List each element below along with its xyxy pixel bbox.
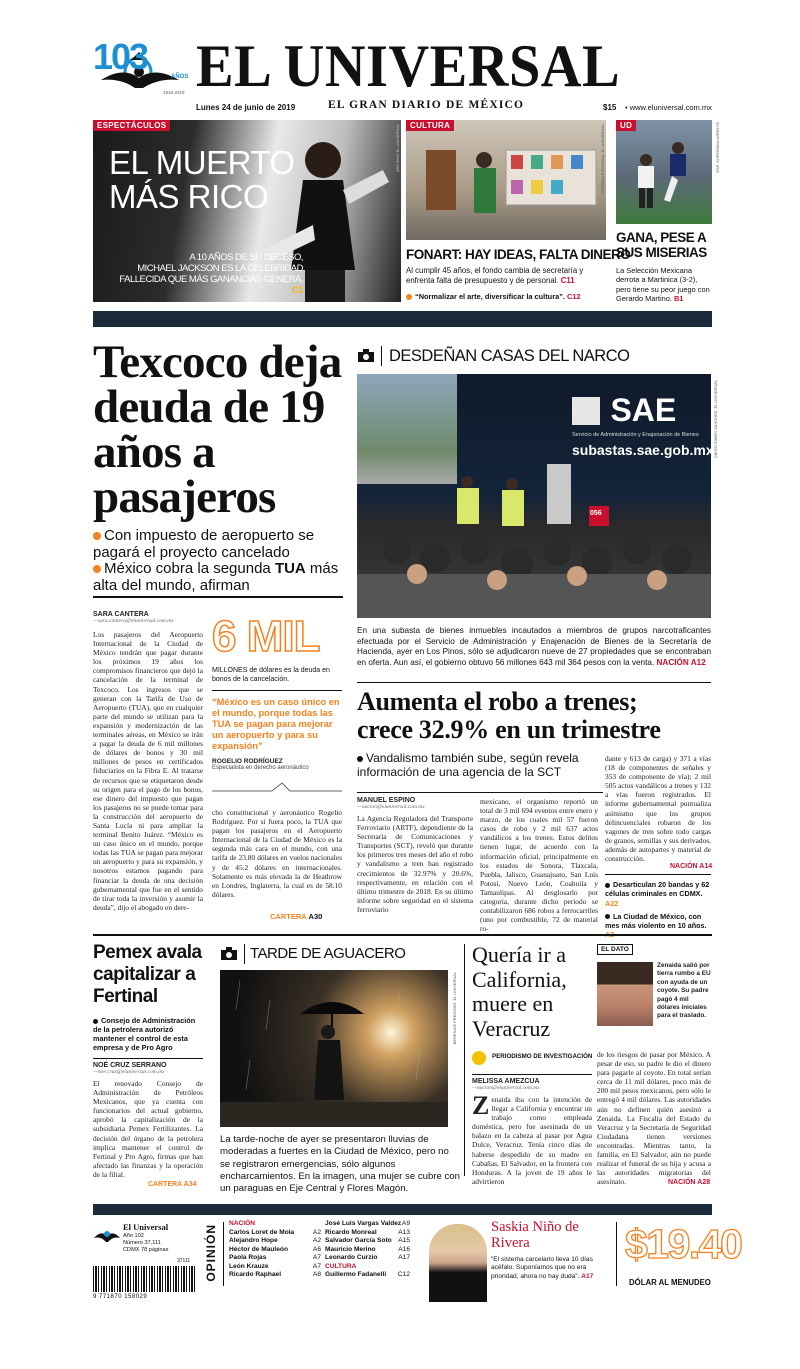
opinion-divider	[223, 1222, 224, 1286]
columnist-page: A2	[312, 1228, 321, 1236]
trenes-body-3: dante y 613 de carga) y 371 a vías (18 de componentes de señales y 353 de componente de vía); 2 mil 505 actos vandálicos a trenes y 132 a vías fueron registrados. El informe gubernamental puntualiza asimismo que los grupos delincuenciales robaron de los vagones de tren sobre todo cargas de granos, semillas y sus derivados, además de autopartes y material de construcción.	[605, 754, 711, 864]
columnist-name: Carlos Loret de Mola	[229, 1228, 295, 1236]
aguacero-title[interactable]: TARDE DE AGUACERO	[250, 945, 406, 962]
zenaida-photo	[597, 962, 653, 1026]
trenes-col-1	[357, 797, 473, 917]
cultura-text: Al cumplir 45 años, el fondo cambia de secretaría y enfrenta falta de presupuesto y de personal. C11	[406, 266, 584, 285]
investigation-label: PERIODISMO DE INVESTIGACIÓN	[492, 1053, 593, 1060]
columnists-a	[229, 1220, 321, 1280]
soccer-photo	[616, 120, 712, 224]
california-byline: MELISSA AMEZCUA	[472, 1078, 540, 1085]
columnist-row[interactable]	[325, 1220, 410, 1229]
columnist-name: Ricardo Raphael	[229, 1271, 282, 1278]
lead-ref[interactable]: CARTERA A30	[270, 912, 323, 921]
photo-credit: GERMÁN ESPINOSA. EL UNIVERSAL	[600, 124, 605, 194]
camera-icon	[357, 349, 375, 363]
spectaculos-headline-1[interactable]: EL MUERTO	[109, 144, 295, 181]
barcode	[93, 1266, 197, 1292]
masthead	[0, 0, 800, 118]
narco-header	[357, 346, 711, 366]
footer-top-bar	[93, 1204, 712, 1215]
pemex-email[interactable]: —noe.cruz@eluniversal.com.mx	[93, 1069, 165, 1075]
columnist-row[interactable]	[325, 1246, 410, 1255]
pemex-ref[interactable]: CARTERA A34	[148, 1181, 197, 1188]
columnist-row[interactable]	[229, 1271, 321, 1280]
columnist-row[interactable]	[325, 1237, 410, 1246]
footer-logo-text[interactable]: El Universal	[123, 1222, 169, 1232]
pemex-headline[interactable]: Pemex avala capitalizar a Fertinal	[93, 942, 202, 1007]
lead-rule	[93, 596, 343, 598]
mid-rule	[93, 934, 712, 936]
trenes-col-3	[605, 754, 711, 864]
columnist-row[interactable]	[229, 1263, 321, 1272]
california-rule	[472, 1074, 592, 1075]
price: $15	[603, 103, 617, 112]
barcode-addon: 37111	[177, 1258, 191, 1264]
footer	[93, 1218, 742, 1308]
photo-credit: BERENICE FREGOSO. EL UNIVERSAL	[452, 972, 457, 1045]
trenes-body-1: La Agencia Reguladora del Transporte Ferroviario (ARTF), dependiente de la Secretaría de Comunicaciones y Transportes (SCT), reveló que durante los primeros tres meses del año el robo y vandalismo a tren han registrado crecimientos de 32.97% y 20.6%, respectivamente, en relación con el último trimestre de 2018. En su último informe sobre seguridad en el sistema ferroviario	[357, 814, 473, 914]
ud-text: La Selección Mexicana derrota a Martinica (3-2), pero tiene su peor juego con Gerardo Martino. B1	[616, 266, 710, 303]
lead-pull-quote: “México es un caso único en el mundo, porque todas las TUA se pagan para mejorar un aeropuerto y para su expansión”	[212, 697, 340, 751]
anniversary-years: 1916-2019	[163, 90, 185, 95]
columnist-row[interactable]	[229, 1229, 321, 1238]
sae-logo: SAE	[572, 392, 676, 429]
barcode-number: 9 771870 158029	[93, 1294, 148, 1300]
trenes-col-2	[480, 797, 598, 947]
columnist-list-a	[229, 1229, 321, 1280]
cultura-quote: “Normalizar el arte, diversificar la cultura”. C12	[406, 292, 581, 301]
issue-line-1: Año 102	[123, 1233, 144, 1239]
columnist-page: A8	[312, 1271, 321, 1278]
top-divider-bar	[93, 311, 712, 327]
photo-credit: DIEGO SIMÓN SÁNCHEZ. EL UNIVERSAL	[713, 380, 718, 459]
header-divider	[244, 944, 245, 964]
trenes-subhead: Vandalismo también sube, según revela información de una agencia de la SCT	[357, 751, 579, 779]
columnist-page: A16	[398, 1245, 410, 1253]
drop-cap: Z	[472, 1091, 490, 1120]
california-headline[interactable]: Quería ir a California, muere en Veracruz	[472, 942, 567, 1041]
aguacero-header	[220, 944, 460, 964]
caption-line: MICHAEL JACKSON ES LA CELEBRIDAD	[137, 263, 303, 274]
eagle-logo-icon	[93, 1224, 121, 1246]
column-divider	[464, 944, 465, 1176]
lead-col-1	[93, 611, 203, 921]
columnist-page: A13	[398, 1228, 410, 1236]
lead-stat-label: MILLONES de dólares es la deuda en bonos de la cancelación.	[212, 667, 330, 683]
lead-headline[interactable]: Texcoco deja deuda de 19 años a pasajeros	[93, 336, 342, 523]
lead-stat-box	[212, 612, 342, 802]
trenes-related-2[interactable]: La Ciudad de México, con mes más violento en 10 años.	[605, 911, 707, 931]
california-body-2: de los riesgos de pasar por México. A pesar de eso, su padre le dio el dinero para pagarle al coyote. En total serían cerca de 11 mil dólares, poco más de 200 mil pesos mexicanos, pero sólo le entregó 4 mil dólares. Las autoridades aún no definen quién asesinó a Zenaida. La Fiscalía del Estado de Veracruz y la Secretaría de Seguridad Ciudadana tienen versiones encontradas. Mientras tanto, la familia, en El Salvador, aún no puede realizar el funeral de su hija y acusa a las autoridades migratorias del asesinato.	[597, 1050, 711, 1187]
ud-headline[interactable]	[616, 230, 707, 260]
auction-paddle: 056	[590, 510, 602, 517]
dollar-label: DÓLAR AL MENUDEO	[629, 1278, 711, 1287]
columnist-row[interactable]	[325, 1254, 410, 1263]
columnists-b	[325, 1220, 410, 1280]
soccer-players-graphic	[616, 120, 712, 224]
opinion-label: OPINIÓN	[204, 1224, 218, 1282]
spectaculos-caption	[113, 252, 303, 296]
website-link[interactable]: • www.eluniversal.com.mx	[625, 103, 712, 112]
trenes-body-2: mexicano, el organismo reportó un total de 3 mil 694 eventos entre enero y marzo, de los cuales mil 57 fueron casos de robo y 2 mil 637 actos vandálicos a los trenes. Estos delitos tienen lugar, de acuerdo con la información oficial, principalmente en los estados de Sonora, Tlaxcala, Puebla, Jalisco, Guanajuato, San Luis Potosí, Nuevo León, Coahuila y Tamaulipas. Al desglosarlo por categoría, durante dicho periodo se contabilizaron 686 robos a ferrocarriles (uno por combustible, 72 de material ro-	[480, 797, 598, 934]
spectaculos-headline-2[interactable]: MÁS RICO	[109, 178, 269, 215]
california-ref[interactable]: NACIÓN A28	[668, 1179, 711, 1186]
photo-credit: ESP. SUPERMAN ARROYO	[715, 122, 720, 173]
trenes-bullets-rule	[605, 874, 711, 875]
narco-caption: En una subasta de bienes inmuebles incautados a miembros de grupos narcotraficantes efectuada por el Servicio de Administración y Enajenación de Bienes de la Secretaría de Hacienda, ayer en Los Pinos, sólo se adjudicaron nueve de 27 propiedades que se encontraban en oferta. Aun así, el gobierno obtuvo 56 millones 643 mil 364 pesos con la venta. NACIÓN A12	[357, 626, 711, 667]
dollar-value: $19.40	[625, 1221, 742, 1267]
columnist-page: A15	[398, 1237, 410, 1244]
caption-line: A 10 AÑOS DE SU DECESO,	[189, 252, 303, 263]
investigation-icon	[472, 1051, 486, 1065]
columnist-name: Héctor de Mauleón	[229, 1245, 288, 1253]
columnist-page: A9	[401, 1220, 410, 1227]
header-divider	[381, 346, 382, 366]
columnist-name: José Luis Vargas Valdez	[325, 1220, 402, 1227]
lead-email[interactable]: —sara.cantera@eluniversal.com.mx	[93, 618, 174, 624]
columnist-name: Paola Rojas	[229, 1254, 267, 1261]
newspaper-name[interactable]: EL UNIVERSAL	[196, 33, 621, 99]
el-dato-box	[597, 944, 711, 1044]
pemex-body	[93, 1062, 203, 1179]
columnist-page: A7	[312, 1254, 321, 1261]
issue-line-2: Número 37,111	[123, 1240, 161, 1246]
narco-rule	[357, 682, 711, 683]
trenes-ref[interactable]: NACIÓN A14	[670, 863, 713, 870]
trenes-related-1[interactable]: Desarticulan 20 bandas y 62 células criminales en CDMX. A22	[605, 880, 710, 908]
saskia-photo	[429, 1224, 487, 1302]
california-col-1	[472, 1078, 592, 1186]
lead-col-2	[212, 808, 342, 920]
columnist-row[interactable]	[229, 1237, 321, 1246]
columnist-name: Alejandro Hope	[229, 1237, 278, 1244]
dollar-divider	[616, 1222, 617, 1286]
lead-stat-value: 6 MIL	[212, 612, 320, 661]
trenes-rule	[357, 792, 603, 793]
tagline: EL GRAN DIARIO DE MÉXICO	[328, 99, 525, 111]
columnist-page: A6	[312, 1245, 321, 1253]
fonart-photo	[406, 120, 606, 240]
lead-body-1: Los pasajeros del Aeropuerto Internacional de la Ciudad de México tendrán que pagar durante los próximos 19 años los compromisos financieros que dejó la cancelación de la terminal de Texcoco. Los ingresos que se generan con la Tarifa de Uso de Aeropuerto (TUA), que en cualquier parte del mundo se utilizan para la expansión y modernización de las terminales aéreas, en México se irán a pagar la deuda de 6 mil millones de dólares de bonos y 30 mil millones de pesos en certificados fiduciarios en la Fibra E. Al tratarse de recursos que se etiquetaron desde su origen para el pago de los bonos, ese dinero del impuesto que pagan los pasajeros no se puede tomar para la construcción del aeropuerto de Santa Lucía ni para ampliar la terminal Benito Juárez. “México es un caso único en el mundo, porque todas las TUA se pagan para mejorar un aeropuerto y para su expansión, y nosotros estamos pagando para financiar la deuda de una decisión gubernamental que fue en el sentido de tirar toda la inversión y asumir la deuda”, dijo el abogado en dere-	[93, 630, 203, 912]
camera-icon	[220, 947, 238, 961]
saskia-quote: “El sistema carcelario lleva 10 días acéfalo. Suponíamos que no era prioridad, ahora no hay duda”. A17	[491, 1256, 594, 1280]
pemex-byline: NOÉ CRUZ SERRANO	[93, 1062, 167, 1069]
sae-url: subastas.sae.gob.mx	[572, 442, 714, 458]
lead-sub-2: México cobra la segunda TUA más alta del mundo, afirman	[93, 560, 339, 594]
columnist-name: Mauricio Merino	[325, 1245, 376, 1253]
trenes-headline[interactable]	[357, 688, 717, 744]
columnist-page: A7	[312, 1262, 321, 1270]
investigation-tag	[472, 1050, 592, 1066]
rain-photo	[220, 970, 448, 1127]
ud-headline-line: GANA, PESE A	[616, 230, 707, 245]
columnist-page: A2	[312, 1237, 321, 1244]
lead-sub-1: Con impuesto de aeropuerto se pagará el proyecto cancelado	[93, 527, 315, 561]
section-tag-espectaculos[interactable]: ESPECTÁCULOS	[93, 120, 170, 131]
trenes-related	[605, 880, 711, 940]
quote-role: Especialista en derecho aeronáutico	[212, 765, 309, 771]
columnist-page: A17	[398, 1254, 410, 1261]
pemex-subhead: Consejo de Administración de la petrolera autorizó mantener el control de esta empresa y de Pro Agro	[93, 1016, 196, 1052]
sae-auction-photo	[357, 374, 718, 618]
california-email[interactable]: —nacion@eluniversal.com.mx	[472, 1085, 540, 1091]
caption-line: FALLECIDA QUE MÁS GANANCIAS GENERA. C1	[119, 274, 303, 296]
cultura-label: CULTURA	[325, 1262, 357, 1270]
anniversary-logo	[93, 38, 188, 102]
issue-date: Lunes 24 de junio de 2019	[196, 103, 296, 112]
photo-credit: ARCHIVO EL UNIVERSAL	[395, 124, 400, 172]
trenes-headline-line: crece 32.9% en un trimestre	[357, 715, 661, 744]
auction-crowd-graphic	[357, 454, 711, 618]
sae-full-name: Servicio de Administración y Enajenación de Bienes	[572, 432, 699, 438]
columnist-cultura[interactable]: Guillermo Fadanelli C12	[325, 1271, 410, 1278]
espectaculos-block[interactable]	[93, 120, 401, 302]
website-url[interactable]: www.eluniversal.com.mx	[629, 103, 712, 112]
section-tag-ud[interactable]: UD	[616, 120, 636, 131]
lead-subhead	[93, 528, 343, 594]
pemex-text: El renovado Consejo de Administración de Petróleos Mexicanos, que ya cuenta con funcionarios del actual gobierno, aprobó la capitalización de la subsidiaria Pemex Fertilizantes. La decisión del órgano de la petrolera implica mantener el control de Fertinal y Pro Agro, firmas que han afectado las finanzas y la operación de la filial.	[93, 1079, 203, 1179]
ud-headline-line: SUS MISERIAS	[616, 245, 707, 260]
el-dato-label: EL DATO	[597, 944, 633, 955]
cultura-headline[interactable]: FONART: HAY IDEAS, FALTA DINERO	[406, 247, 631, 262]
airplane-line-graphic	[212, 777, 342, 797]
lead-body-2: cho constitucional y aeronáutico Rogelio Rodríguez. Por si fuera poco, la TUA que pagan los pasajeros en el Aeropuerto Internacional de la Ciudad de México es la segunda más cara en el mundo, con una tarifa de 23.80 dólares en vuelos nacionales y de 45.2 dólares en internacionales. Solamente es más elevada la de Heathrow en Londres, Inglaterra, la cual es de 58.10 dólares.	[212, 808, 342, 899]
trenes-byline: MANUEL ESPINO	[357, 797, 416, 804]
columnist-row[interactable]	[229, 1246, 321, 1255]
woman-umbrella-graphic	[220, 970, 448, 1127]
section-tag-cultura[interactable]: CULTURA	[406, 120, 454, 131]
pemex-rule	[93, 1058, 203, 1059]
narco-title[interactable]: DESDEÑAN CASAS DEL NARCO	[389, 347, 630, 365]
trenes-email[interactable]: —nacion@eluniversal.com.mx	[357, 804, 425, 810]
columnist-row[interactable]	[325, 1229, 410, 1238]
anniversary-number: 103	[93, 36, 148, 77]
quote-author: ROGELIO RODRÍGUEZ	[212, 758, 283, 765]
issue-line-3: CDMX 78 páginas	[123, 1247, 169, 1253]
el-dato-text: Zenaida salió por tierra rumbo a EU con ayuda de un coyote. Su padre pagó 4 mil dólares iniciales para el traslado.	[657, 962, 711, 1020]
ud-block[interactable]	[616, 120, 720, 305]
columnist-name: León Krauze	[229, 1262, 269, 1270]
nacion-label: NACIÓN	[229, 1220, 256, 1227]
lead-byline: SARA CANTERA	[93, 611, 149, 618]
trenes-headline-line: Aumenta el robo a trenes;	[357, 687, 638, 716]
columnist-row[interactable]	[229, 1254, 321, 1263]
california-body-1: Zenaida iba con la intención de llegar a California y encontrar un trabajo como empleada doméstica, pero fue asesinada de un balazo en la cabeza al pasar por Agua Dulce, Veracruz. Tenía cinco días de haberse despedido de su madre en Cabañas, El Salvador, en la frontera con Honduras. A la joven de 19 años le advirtieron	[472, 1091, 592, 1186]
columnist-name: Leonardo Curzio	[325, 1254, 378, 1261]
columnist-name: Salvador García Soto	[325, 1237, 392, 1244]
fonart-shelves-graphic	[406, 120, 606, 240]
footer-logo-block	[93, 1222, 201, 1306]
anniversary-word: AÑOS	[171, 74, 189, 80]
columnist-list-b	[325, 1220, 410, 1263]
stat-rule	[212, 690, 342, 691]
saskia-name[interactable]: Saskia Niño de Rivera	[491, 1219, 579, 1251]
columnist-name: Ricardo Monreal	[325, 1228, 377, 1236]
aguacero-caption: La tarde-noche de ayer se presentaron lluvias de moderadas a fuertes en la Ciudad de México, pero no se registraron emergencias, sólo algunos encharcamientos. En la imagen, una mujer se cubre con un paraguas en Eje Central y Flores Magón.	[220, 1134, 460, 1195]
